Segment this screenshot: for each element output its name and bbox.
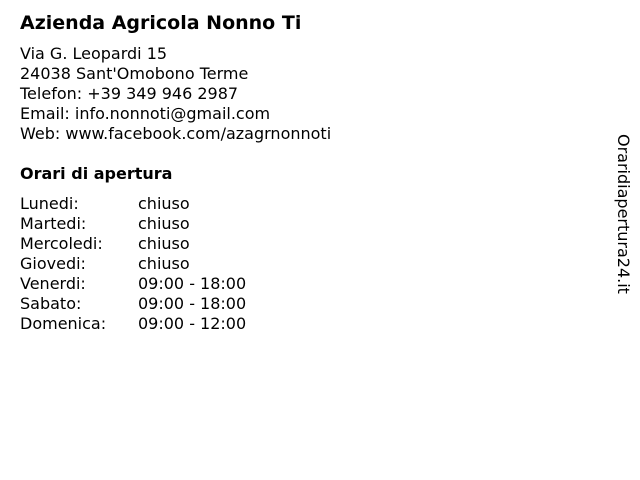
day-label: Venerdi:	[20, 274, 86, 293]
hours-row-friday	[20, 274, 246, 294]
opening-hours-table	[20, 194, 246, 334]
time-value: chiuso	[138, 234, 190, 253]
time-value: 09:00 - 18:00	[138, 274, 247, 293]
hours-row-monday	[20, 194, 246, 214]
contact-block	[20, 44, 331, 144]
hours-row-wednesday	[20, 234, 246, 254]
day-label: Lunedi:	[20, 194, 79, 213]
site-brand-watermark: Oraridiapertura24.it	[614, 134, 633, 294]
website-address: Web: www.facebook.com/azagrnonnoti	[20, 124, 332, 143]
time-value: chiuso	[138, 254, 190, 273]
day-label: Sabato:	[20, 294, 82, 313]
hours-row-sunday	[20, 314, 246, 334]
time-value: chiuso	[138, 214, 190, 233]
opening-hours-title: Orari di apertura	[20, 164, 173, 183]
time-value: chiuso	[138, 194, 190, 213]
city-address: 24038 Sant'Omobono Terme	[20, 64, 249, 83]
day-label: Martedi:	[20, 214, 87, 233]
time-value: 09:00 - 18:00	[138, 294, 247, 313]
business-name: Azienda Agricola Nonno Ti	[20, 12, 302, 34]
time-value: 09:00 - 12:00	[138, 314, 247, 333]
day-label: Mercoledi:	[20, 234, 103, 253]
day-label: Giovedi:	[20, 254, 86, 273]
street-address: Via G. Leopardi 15	[20, 44, 168, 63]
email-address: Email: info.nonnoti@gmail.com	[20, 104, 271, 123]
hours-row-tuesday	[20, 214, 246, 234]
day-label: Domenica:	[20, 314, 107, 333]
hours-row-thursday	[20, 254, 246, 274]
phone-number: Telefon: +39 349 946 2987	[20, 84, 239, 103]
hours-row-saturday	[20, 294, 246, 314]
